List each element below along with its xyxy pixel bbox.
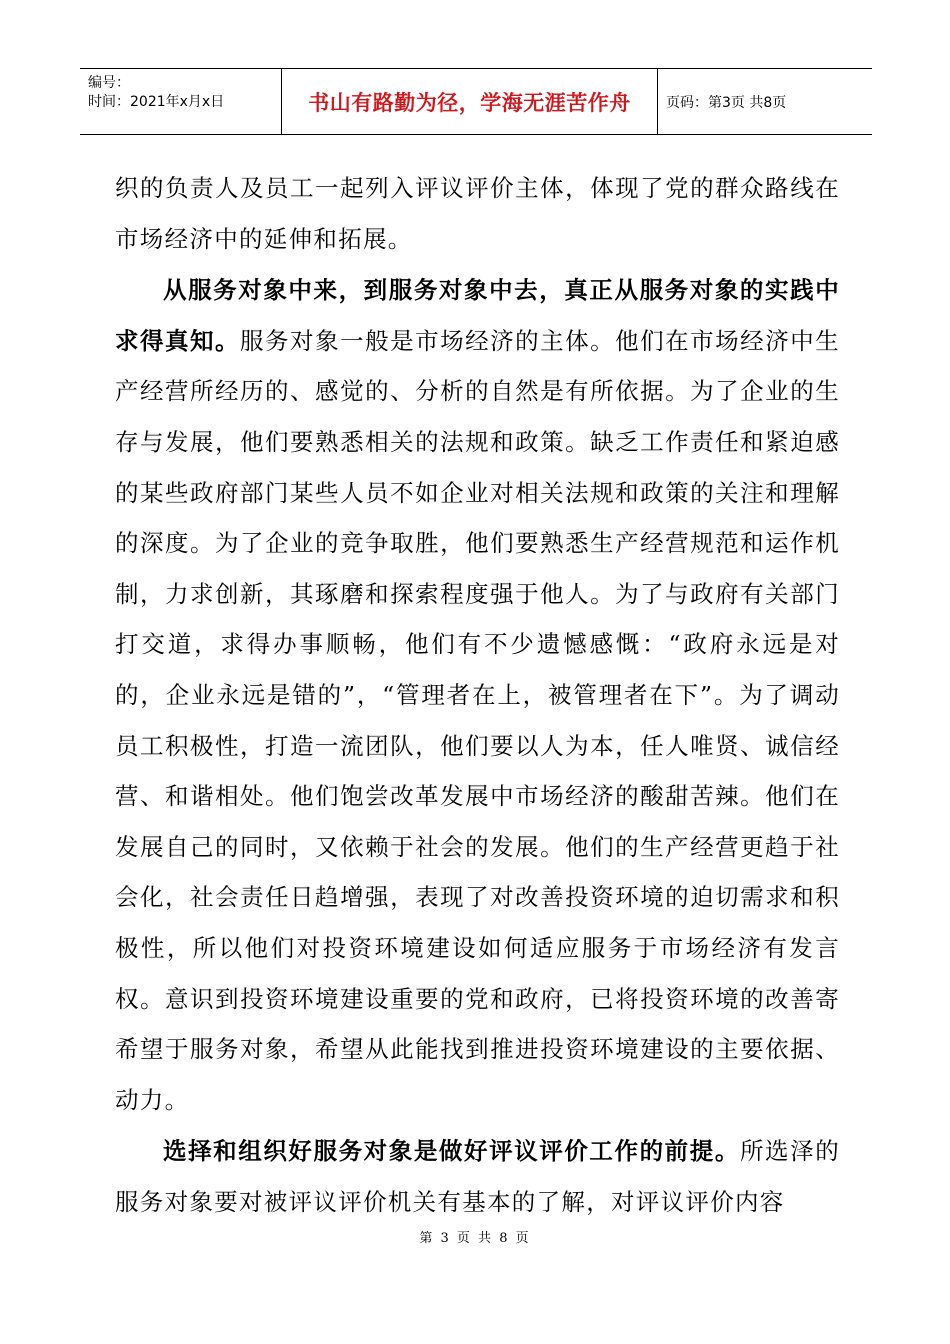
paragraph-heading: 选择和组织好服务对象是做好评议评价工作的前提。 [163, 1137, 740, 1166]
paragraph-text: 所选泽的服务对象要对被评议评价机关有基本的了解，对评议评价内容 [115, 1137, 840, 1216]
paragraph-continuation: 织的负责人及员工一起列入评议评价主体，体现了党的群众路线在市场经济中的延伸和拓展。 [115, 174, 840, 253]
document-body [115, 163, 840, 1227]
header-page-info: 页码：第3页 共8页 [666, 94, 787, 111]
header-motto: 书山有路勤为径，学海无涯苦作舟 [282, 69, 658, 134]
document-time-label: 时间：2021年x月x日 [88, 94, 225, 110]
page-footer: 第 3 页 共 8 页 [419, 1231, 531, 1246]
paragraph-service-objects [115, 265, 840, 1125]
paragraph-selection [115, 1126, 840, 1227]
document-header [80, 68, 872, 135]
header-meta [80, 69, 282, 134]
paragraph-text: 服务对象一般是市场经济的主体。他们在市场经济中生产经营所经历的、感觉的、分析的自然是有所依据。为了企业的生存与发展，他们要熟悉相关的法规和政策。缺乏工作责任和紧迫感的某些政府部门某些人员不如企业对相关法规和政策的关注和理解的深度。为了企业的竞争取胜，他们要熟悉生产经营规范和运作机制，力求创新，其琢磨和探索程度强于他人。为了与政府有关部门打交道，求得办事顺畅，他们有不少遗憾感慨：“政府永远是对的，企业永远是错的”，“管理者在上，被管理者在下”。为了调动员工积极性，打造一流团队，他们要以人为本，任人唯贤、诚信经营、和谐相处。他们饱尝改革发展中市场经济的酸甜苦辣。他们在发展自己的同时，又依赖于社会的发展。他们的生产经营更趋于社会化，社会责任日趋增强，表现了对改善投资环境的迫切需求和积极性，所以他们对投资环境建设如何适应服务于市场经济有发言权。意识到投资环境建设重要的党和政府，已将投资环境的改善寄希望于服务对象，希望从此能找到推进投资环境建设的主要依据、动力。 [115, 326, 841, 1114]
document-number-label: 编号： [88, 75, 130, 91]
paragraph-heading: 从服务对象中来，到服务对象中去，真正从服务对象的实践中求得真知。 [115, 276, 840, 355]
